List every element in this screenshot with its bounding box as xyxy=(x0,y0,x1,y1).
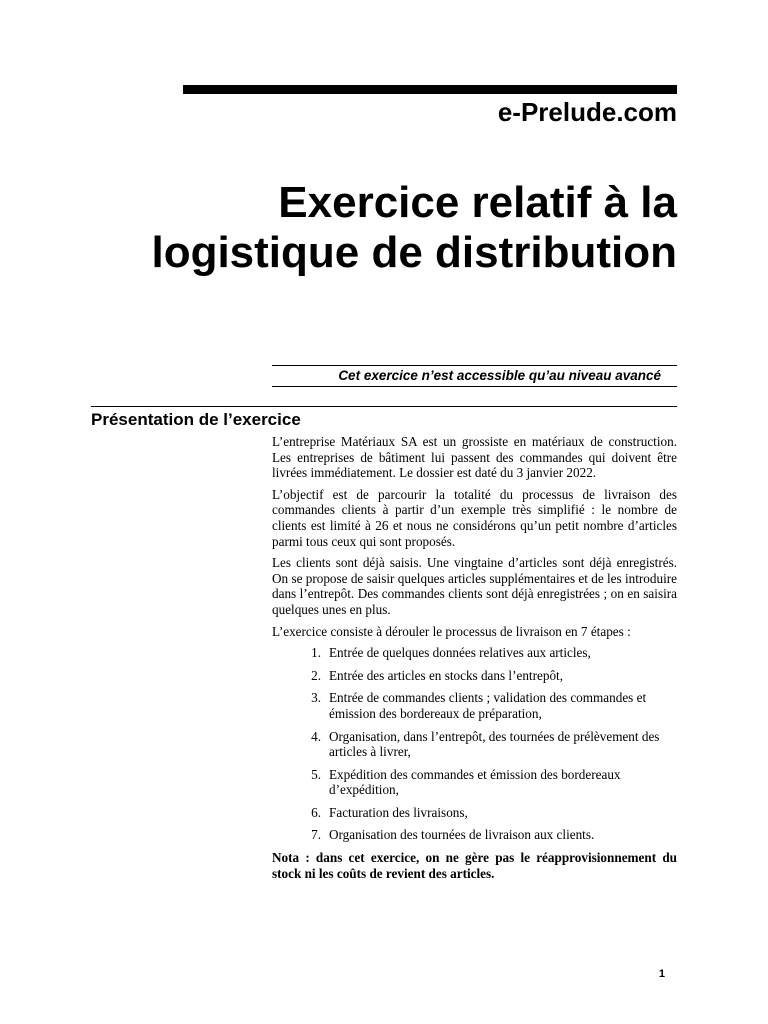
page-number: 1 xyxy=(658,968,665,980)
paragraph: Les clients sont déjà saisis. Une vingtaine d’articles sont déjà enregistrés. On se propose de saisir quelques articles supplémentaires et de les introduire dans l’entrepôt. Des commandes clients sont déjà enregistrées ; on en saisira quelques unes en plus. xyxy=(272,555,677,617)
step-text: Organisation, dans l’entrepôt, des tournées de prélèvement des articles à livrer, xyxy=(329,728,660,760)
step-text: Organisation des tournées de livraison aux clients. xyxy=(329,827,595,843)
list-item xyxy=(272,645,677,661)
section-heading: Présentation de l’exercice xyxy=(91,410,301,429)
step-text: Entrée des articles en stocks dans l’entrepôt, xyxy=(329,667,563,683)
brand-name: e-Prelude.com xyxy=(497,97,677,127)
step-number: 7. xyxy=(311,827,321,843)
step-number: 2. xyxy=(311,667,321,683)
notice-text: Cet exercice n’est accessible qu’au niveau avancé xyxy=(338,368,661,383)
step-number: 6. xyxy=(311,804,321,820)
step-text: Facturation des livraisons, xyxy=(329,804,468,820)
step-number: 1. xyxy=(311,645,321,661)
nota-note: Nota : dans cet exercice, on ne gère pas le réapprovisionnement du stock ni les coûts de revient des articles. xyxy=(272,850,677,881)
paragraph: L’objectif est de parcourir la totalité du processus de livraison des commandes clients à partir d’un exemple très simplifié : le nombre de clients est limité à 26 et nous ne considérons qu’un petit nombre d’articles parmi tous ceux qui sont proposés. xyxy=(272,486,677,549)
page-title xyxy=(57,178,677,278)
list-item xyxy=(272,767,677,798)
list-item xyxy=(272,827,677,843)
step-text: Expédition des commandes et émission des bordereaux d’expédition, xyxy=(329,766,621,798)
step-number: 3. xyxy=(311,690,321,706)
step-text: Entrée de commandes clients ; validation des commandes et émission des bordereaux de préparation, xyxy=(329,690,647,721)
paragraph: L’entreprise Matériaux SA est un grossiste en matériaux de construction. Les entreprises de bâtiment lui passent des commandes qui doivent être livrées immédiatement. Le dossier est daté du 3 janvier 2022. xyxy=(272,434,677,481)
step-number: 5. xyxy=(311,766,321,782)
step-number: 4. xyxy=(311,728,321,744)
steps-list xyxy=(272,645,677,843)
list-item xyxy=(272,729,677,760)
paragraph: L’exercice consiste à dérouler le processus de livraison en 7 étapes : xyxy=(272,623,631,639)
header-rule xyxy=(183,85,677,94)
list-item xyxy=(272,668,677,684)
notice-banner xyxy=(272,365,677,387)
section-body xyxy=(272,434,677,887)
section-divider xyxy=(91,406,677,407)
page-title-line-2: logistique de distribution xyxy=(151,228,677,277)
step-text: Entrée de quelques données relatives aux articles, xyxy=(329,645,591,661)
list-item xyxy=(272,805,677,821)
page-title-line-1: Exercice relatif à la xyxy=(278,178,677,227)
list-item xyxy=(272,690,677,721)
